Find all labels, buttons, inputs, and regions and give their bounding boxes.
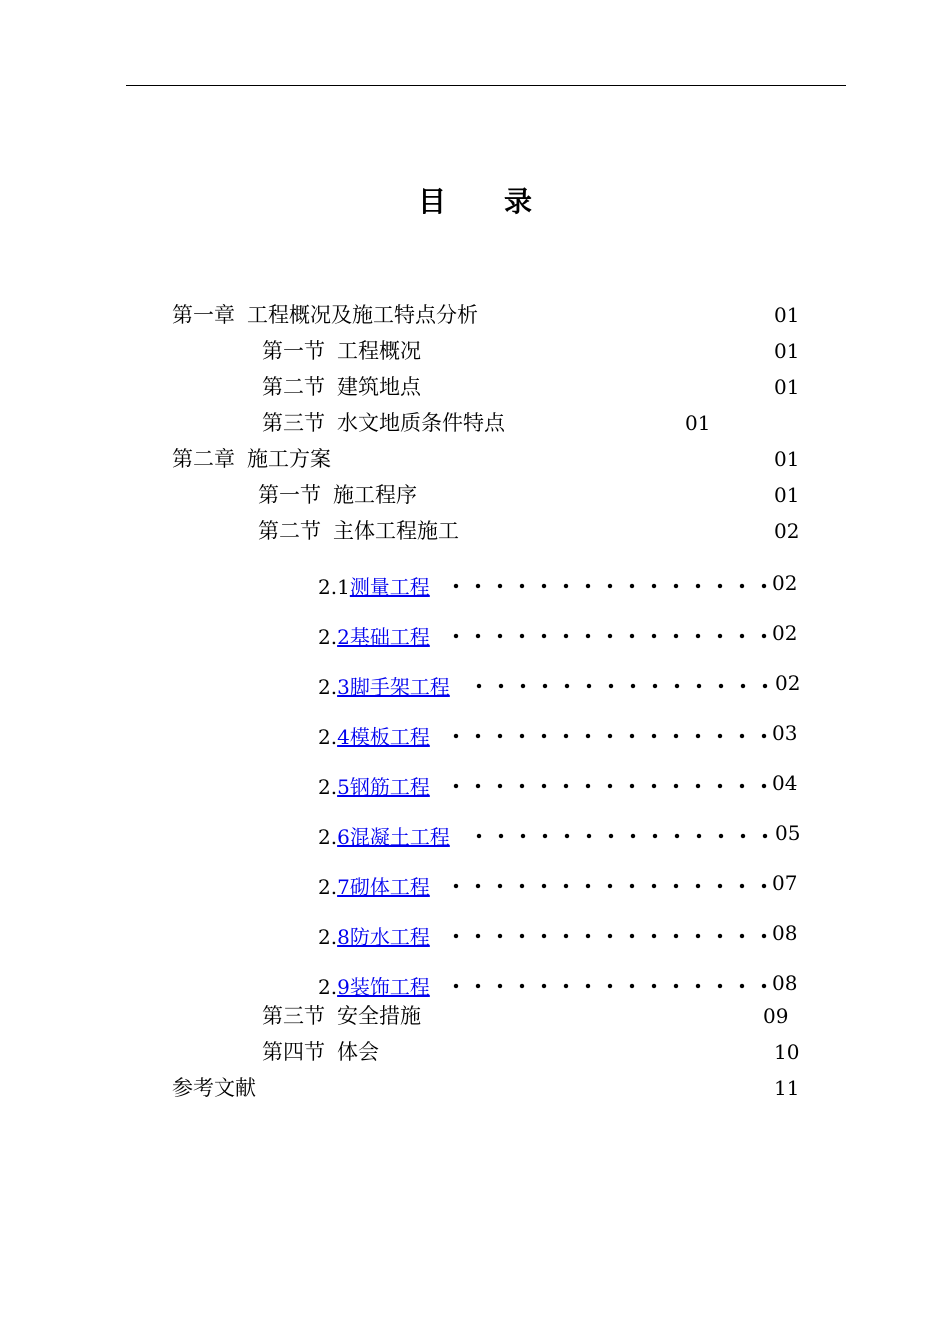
toc-sub-2-7[interactable]: 2.7砌体工程: [318, 875, 430, 899]
dot-leader: [445, 783, 767, 789]
toc-entry-ch1[interactable]: 第一章 工程概况及施工特点分析: [172, 303, 478, 327]
toc-page-ch1s1: 01: [774, 339, 800, 363]
toc-entry-refs[interactable]: 参考文献: [172, 1076, 256, 1100]
dot-leader: [468, 833, 768, 839]
toc-entry-ch2s2[interactable]: 第二节 主体工程施工: [258, 519, 459, 543]
toc-sub-2-4[interactable]: 2.4模板工程: [318, 725, 430, 749]
toc-entry-ch1s1[interactable]: 第一节 工程概况: [262, 339, 421, 363]
toc-page-ch2s3: 09: [763, 1004, 789, 1028]
dot-leader: [445, 983, 767, 989]
toc-link-2-3[interactable]: 3脚手架工程: [337, 675, 450, 699]
toc-page-ch2s2: 02: [774, 519, 800, 543]
toc-page-2-8: 08: [772, 921, 798, 945]
title-char-1: 目: [417, 185, 446, 218]
toc-link-2-8[interactable]: 8防水工程: [337, 925, 430, 949]
toc-page-refs: 11: [774, 1076, 800, 1100]
toc-page-2-3: 02: [775, 671, 801, 695]
toc-entry-ch2s4[interactable]: 第四节 体会: [262, 1040, 379, 1064]
toc-page-2-9: 08: [772, 971, 798, 995]
toc-link-2-9[interactable]: 9装饰工程: [337, 975, 430, 999]
toc-link-2-1[interactable]: 测量工程: [349, 575, 430, 599]
toc-sub-2-3[interactable]: 2.3脚手架工程: [318, 675, 450, 699]
toc-link-2-4[interactable]: 4模板工程: [337, 725, 430, 749]
toc-page-ch2s4: 10: [774, 1040, 800, 1064]
toc-entry-ch2[interactable]: 第二章 施工方案: [172, 447, 331, 471]
toc-page-ch1s3: 01: [685, 411, 711, 435]
header-rule: [126, 85, 846, 86]
toc-sub-2-9[interactable]: 2.9装饰工程: [318, 975, 430, 999]
dot-leader: [445, 583, 767, 589]
toc-page-2-2: 02: [772, 621, 798, 645]
toc-sub-2-6[interactable]: 2.6混凝土工程: [318, 825, 450, 849]
toc-entry-ch2s1[interactable]: 第一节 施工程序: [258, 483, 417, 507]
toc-page-2-5: 04: [772, 771, 798, 795]
toc-entry-ch1s3[interactable]: 第三节 水文地质条件特点: [262, 411, 505, 435]
toc-page-2-6: 05: [775, 821, 801, 845]
toc-sub-2-2[interactable]: 2.2基础工程: [318, 625, 430, 649]
toc-page-2-4: 03: [772, 721, 798, 745]
page-title: [0, 180, 950, 220]
title-char-2: 录: [504, 185, 533, 218]
toc-page-ch1: 01: [774, 303, 800, 327]
dot-leader: [445, 633, 767, 639]
dot-leader: [445, 883, 767, 889]
toc-sub-2-5[interactable]: 2.5钢筋工程: [318, 775, 430, 799]
toc-sub-2-1[interactable]: 2.1测量工程: [318, 575, 430, 599]
toc-page-2-7: 07: [772, 871, 798, 895]
toc-page-2-1: 02: [772, 571, 798, 595]
toc-page-ch2: 01: [774, 447, 800, 471]
toc-sub-2-8[interactable]: 2.8防水工程: [318, 925, 430, 949]
toc-link-2-5[interactable]: 5钢筋工程: [337, 775, 430, 799]
dot-leader: [445, 933, 767, 939]
toc-link-2-6[interactable]: 6混凝土工程: [337, 825, 450, 849]
dot-leader: [445, 733, 767, 739]
dot-leader: [468, 683, 768, 689]
toc-link-2-7[interactable]: 7砌体工程: [337, 875, 430, 899]
toc-page-ch1s2: 01: [774, 375, 800, 399]
toc-entry-ch1s2[interactable]: 第二节 建筑地点: [262, 375, 421, 399]
toc-link-2-2[interactable]: 2基础工程: [337, 625, 430, 649]
toc-page-ch2s1: 01: [774, 483, 800, 507]
toc-entry-ch2s3[interactable]: 第三节 安全措施: [262, 1004, 421, 1028]
